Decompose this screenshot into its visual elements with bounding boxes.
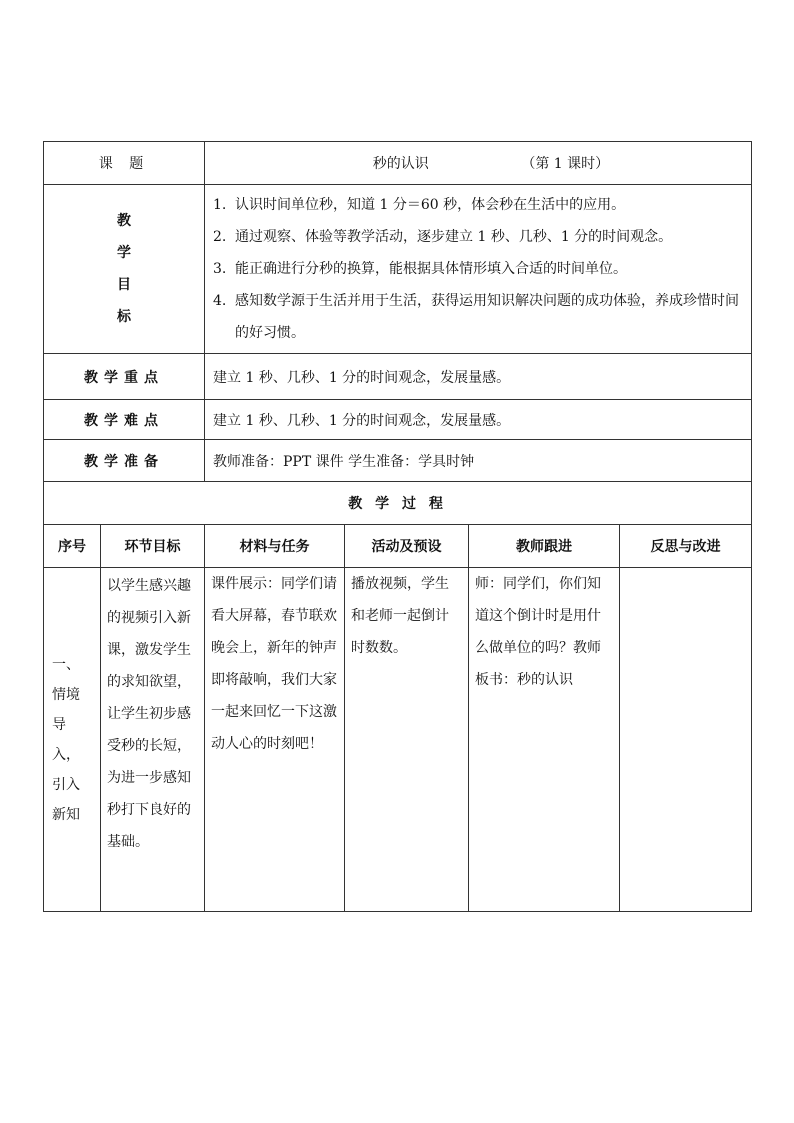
column-header-activity: 活动及预设: [345, 525, 469, 568]
lesson-title: 秒的认识: [372, 156, 429, 172]
goals-label-char: 标: [117, 309, 131, 325]
key-point-text: 建立 1 秒、几秒、1 分的时间观念，发展量感。: [205, 354, 752, 400]
column-header-material: 材料与任务: [205, 525, 345, 568]
process-title: 教 学 过 程: [44, 482, 752, 525]
difficulty-text: 建立 1 秒、几秒、1 分的时间观念，发展量感。: [205, 400, 752, 440]
topic-label: 课 题: [44, 142, 205, 185]
column-header-reflection: 反思与改进: [620, 525, 752, 568]
preparation-label: 教学准备: [44, 440, 205, 482]
goal-item: 3. 能正确进行分秒的换算，能根据具体情形填入合适的时间单位。: [213, 261, 628, 277]
process-header-row: [44, 525, 752, 568]
goal-item: 4. 感知数学源于生活并用于生活，获得运用知识解决问题的成功体验，养成珍惜时间的好习惯。: [213, 293, 740, 341]
goals-label-char: 目: [117, 277, 131, 293]
column-header-teacher: 教师跟进: [469, 525, 620, 568]
goal-item: 1. 认识时间单位秒，知道 1 分＝60 秒，体会秒在生活中的应用。: [213, 197, 626, 213]
step-teacher: 师：同学们，你们知道这个倒计时是用什么做单位的吗？教师板书：秒的认识: [469, 568, 620, 912]
step-material: 课件展示：同学们请看大屏幕，春节联欢晚会上，新年的钟声即将敲响，我们大家一起来回忆一下这激动人心的时刻吧！: [205, 568, 345, 912]
goal-item: 2. 通过观察、体验等教学活动，逐步建立 1 秒、几秒、1 分的时间观念。: [213, 229, 673, 245]
goals-row: [44, 185, 752, 354]
preparation-text: 教师准备：PPT 课件 学生准备：学具时钟: [205, 440, 752, 482]
lesson-period: （第 1 课时）: [521, 156, 610, 172]
goals-label-char: 学: [117, 245, 131, 261]
column-header-goal: 环节目标: [101, 525, 205, 568]
key-point-row: [44, 354, 752, 400]
process-title-row: [44, 482, 752, 525]
step-reflection: [620, 568, 752, 912]
step-sequence: 一、 情境 导 入， 引入 新知: [44, 568, 101, 912]
difficulty-label: 教学难点: [44, 400, 205, 440]
lesson-plan-table: [43, 141, 752, 912]
goals-list: [205, 185, 751, 353]
difficulty-row: [44, 400, 752, 440]
goals-label: [44, 185, 205, 354]
column-header-seq: 序号: [44, 525, 101, 568]
key-point-label: 教学重点: [44, 354, 205, 400]
preparation-row: [44, 440, 752, 482]
step-goal: 以学生感兴趣的视频引入新课，激发学生的求知欲望，让学生初步感受秒的长短，为进一步感知秒打下良好的基础。: [101, 568, 205, 912]
goals-content: [205, 185, 752, 354]
goals-label-char: 教: [117, 213, 131, 229]
topic-cell: [205, 142, 752, 185]
process-row: [44, 568, 752, 912]
header-row: [44, 142, 752, 185]
step-activity: 播放视频，学生和老师一起倒计时数数。: [345, 568, 469, 912]
